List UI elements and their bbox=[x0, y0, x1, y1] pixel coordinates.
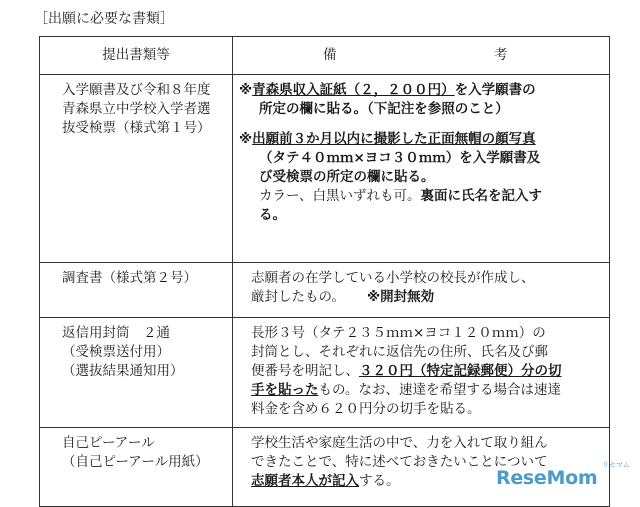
header-remarks-char-1: 備 bbox=[323, 47, 337, 63]
document-name-line: 調査書（様式第２号） bbox=[62, 270, 197, 286]
photo-requirement-text: 出願前３か月以内に撮影した正面無帽の顔写真 bbox=[252, 131, 536, 147]
remarks-line: 志願者の在学している小学校の校長が作成し、 bbox=[251, 270, 535, 286]
remarks-cell bbox=[233, 318, 610, 428]
header-documents: 提出書類等 bbox=[40, 37, 233, 75]
document-name-line: 返信用封筒 ２通 bbox=[62, 325, 170, 341]
document-name-line: 抜受検票（様式第１号） bbox=[62, 120, 211, 136]
document-name-cell bbox=[40, 263, 233, 318]
remarks-cell bbox=[233, 263, 610, 318]
document-name-line: 入学願書及び令和８年度 bbox=[62, 82, 211, 98]
unsealed-invalid-note: ※開封無効 bbox=[366, 289, 435, 305]
watermark-subtext: リセマム bbox=[602, 461, 630, 469]
document-name-line: 青森県立中学校入学者選 bbox=[62, 101, 211, 117]
remarks-text: カラー、白黒いずれも可。 bbox=[259, 188, 421, 204]
remarks-text: 厳封したもの。 bbox=[251, 289, 345, 305]
table-row bbox=[40, 75, 610, 263]
header-remarks bbox=[233, 37, 610, 75]
remarks-line: 長形３号（タテ２３５ｍｍ×ヨコ１２０ｍｍ）の bbox=[251, 325, 546, 341]
remarks-cell bbox=[233, 75, 610, 263]
document-name-line: （自己ピーアール用紙） bbox=[62, 454, 209, 470]
remarks-line: 学校生活や家庭生活の中で、力を入れて取り組ん bbox=[251, 435, 548, 451]
remarks-line bbox=[239, 381, 601, 400]
document-name-cell bbox=[40, 75, 233, 263]
document-name-line: （受検票送付用） bbox=[62, 344, 170, 360]
table-header-row bbox=[40, 37, 610, 75]
remarks-line bbox=[239, 288, 601, 307]
remarks-text: する。 bbox=[359, 473, 400, 489]
remarks-line: 所定の欄に貼る。（下記注を参照のこと） bbox=[259, 101, 509, 117]
revenue-stamp-text: 青森県収入証紙（２，２００円） bbox=[252, 82, 455, 98]
postage-requirement-text: ３２０円（特定記録郵便）分の切 bbox=[359, 363, 562, 379]
table-row bbox=[40, 318, 610, 428]
remarks-line: 封筒とし、それぞれに返信先の住所、氏名及び郵 bbox=[251, 344, 548, 360]
postage-requirement-text: 手を貼った bbox=[251, 382, 319, 398]
document-name-cell bbox=[40, 428, 233, 507]
note-mark: ※ bbox=[239, 131, 253, 147]
remarks-text: 裏面に氏名を記入す bbox=[420, 188, 542, 204]
remarks-line: （タテ４０ｍｍ×ヨコ３０ｍｍ）を入学願書及 bbox=[259, 150, 541, 166]
remarks-text: もの。なお、速達を希望する場合は速達 bbox=[318, 382, 561, 398]
remarks-line bbox=[239, 187, 601, 206]
remarks-line bbox=[239, 362, 601, 381]
table-row bbox=[40, 263, 610, 318]
applicant-writes-text: 志願者本人が記入 bbox=[251, 473, 359, 489]
document-name-line: （選抜結果通知用） bbox=[62, 363, 184, 379]
resemom-logo: ReseMom bbox=[496, 467, 598, 489]
remarks-line bbox=[239, 130, 601, 149]
remarks-line: できたことで、特に述べておきたいことについて bbox=[251, 454, 548, 470]
remarks-line bbox=[239, 81, 601, 100]
document-name-cell bbox=[40, 318, 233, 428]
header-remarks-char-2: 考 bbox=[494, 47, 508, 63]
remarks-line: び受検票の所定の欄に貼る。 bbox=[259, 169, 435, 185]
remarks-line: 料金を含め６２０円分の切手を貼る。 bbox=[251, 401, 481, 417]
note-mark: ※ bbox=[239, 82, 253, 98]
remarks-text: を入学願書の bbox=[454, 82, 536, 98]
required-documents-table bbox=[39, 36, 610, 507]
remarks-line: る。 bbox=[259, 207, 286, 223]
document-name-line: 自己ピーアール bbox=[62, 435, 155, 451]
section-heading: ［出願に必要な書類］ bbox=[34, 11, 174, 27]
remarks-text: 便番号を明記し、 bbox=[251, 363, 359, 379]
